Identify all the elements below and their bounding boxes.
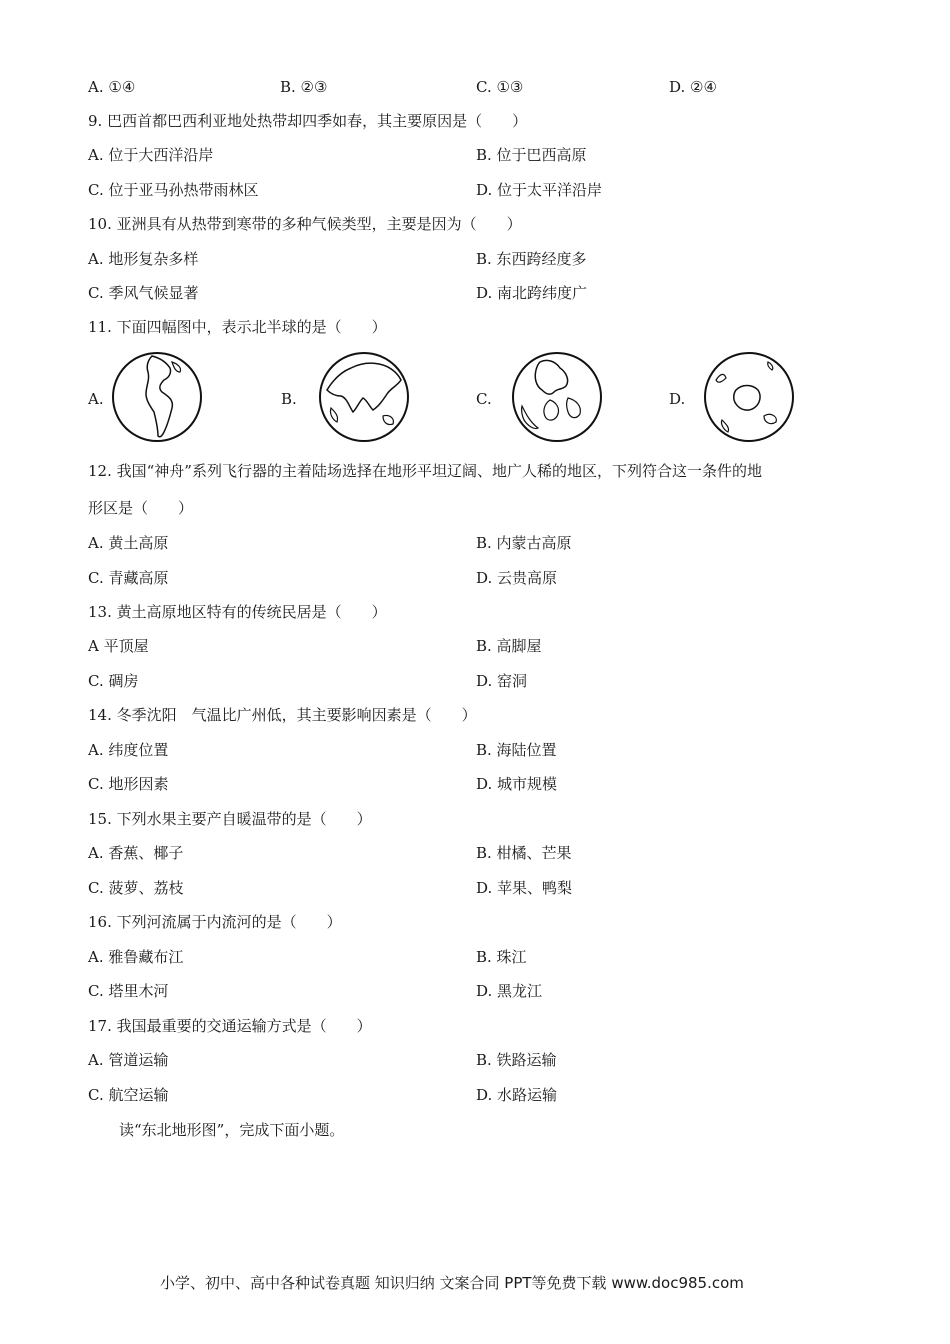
q8-option-d: D. ②④ (669, 78, 717, 96)
q14-stem: 14. 冬季沈阳 气温比广州低，其主要影响因素是（ ） (88, 706, 477, 724)
q15-option-d: D. 苹果、鸭梨 (476, 879, 573, 897)
footer-banner: 小学、初中、高中各种试卷真题 知识归纳 文案合同 PPT等免费下载 www.doc985.com (160, 1274, 744, 1292)
q9-stem: 9. 巴西首都巴西利亚地处热带却四季如春，其主要原因是（ ） (88, 112, 528, 130)
q10-stem: 10. 亚洲具有从热带到寒带的多种气候类型，主要是因为（ ） (88, 215, 522, 233)
q9-option-a: A. 位于大西洋沿岸 (88, 146, 214, 164)
q11-label-c: C. (476, 390, 492, 408)
q9-option-b: B. 位于巴西高原 (476, 146, 587, 164)
q14-option-b: B. 海陆位置 (476, 741, 557, 759)
q9-option-d: D. 位于太平洋沿岸 (476, 181, 603, 199)
q17-option-d: D. 水路运输 (476, 1086, 558, 1104)
q11-label-a: A. (88, 390, 104, 408)
q10-option-c: C. 季风气候显著 (88, 284, 199, 302)
q16-stem: 16. 下列河流属于内流河的是（ ） (88, 913, 342, 931)
q15-option-b: B. 柑橘、芒果 (476, 844, 572, 862)
q12-stem-line2: 形区是（ ） (88, 499, 194, 517)
q11-label-b: B. (281, 390, 297, 408)
q8-option-c: C. ①③ (476, 78, 524, 96)
q15-option-c: C. 菠萝、荔枝 (88, 879, 184, 897)
q14-option-c: C. 地形因素 (88, 775, 169, 793)
q13-option-a: A 平顶屋 (88, 637, 149, 655)
q9-option-c: C. 位于亚马孙热带雨林区 (88, 181, 259, 199)
q12-option-d: D. 云贵高原 (476, 569, 558, 587)
q11-label-d: D. (669, 390, 686, 408)
q11-stem: 11. 下面四幅图中，表示北半球的是（ ） (88, 318, 387, 336)
q16-option-d: D. 黑龙江 (476, 982, 543, 1000)
q12-option-a: A. 黄土高原 (88, 534, 169, 552)
globe-image-b (317, 350, 411, 444)
q13-stem: 13. 黄土高原地区特有的传统民居是（ ） (88, 603, 387, 621)
q12-option-b: B. 内蒙古高原 (476, 534, 572, 552)
passage-intro: 读“东北地形图”，完成下面小题。 (119, 1121, 345, 1139)
q16-option-c: C. 塔里木河 (88, 982, 169, 1000)
q13-option-d: D. 窑洞 (476, 672, 528, 690)
q17-stem: 17. 我国最重要的交通运输方式是（ ） (88, 1017, 372, 1035)
globe-image-c (510, 350, 604, 444)
globe-image-d (702, 350, 796, 444)
q10-option-b: B. 东西跨经度多 (476, 250, 587, 268)
q16-option-b: B. 珠江 (476, 948, 527, 966)
q13-option-c: C. 碉房 (88, 672, 139, 690)
q17-option-a: A. 管道运输 (88, 1051, 169, 1069)
q12-stem-line1: 12. 我国“神舟”系列飞行器的主着陆场选择在地形平坦辽阔、地广人稀的地区，下列符合这一条件的地 (88, 462, 762, 480)
q14-option-d: D. 城市规模 (476, 775, 558, 793)
q15-stem: 15. 下列水果主要产自暖温带的是（ ） (88, 810, 372, 828)
q12-option-c: C. 青藏高原 (88, 569, 169, 587)
q10-option-a: A. 地形复杂多样 (88, 250, 199, 268)
q13-option-b: B. 高脚屋 (476, 637, 542, 655)
q17-option-b: B. 铁路运输 (476, 1051, 557, 1069)
q8-option-a: A. ①④ (88, 78, 136, 96)
q8-option-b: B. ②③ (280, 78, 328, 96)
q14-option-a: A. 纬度位置 (88, 741, 169, 759)
q16-option-a: A. 雅鲁藏布江 (88, 948, 184, 966)
q11-globe-options (0, 350, 950, 446)
globe-image-a (110, 350, 204, 444)
q10-option-d: D. 南北跨纬度广 (476, 284, 588, 302)
q17-option-c: C. 航空运输 (88, 1086, 169, 1104)
q15-option-a: A. 香蕉、椰子 (88, 844, 184, 862)
